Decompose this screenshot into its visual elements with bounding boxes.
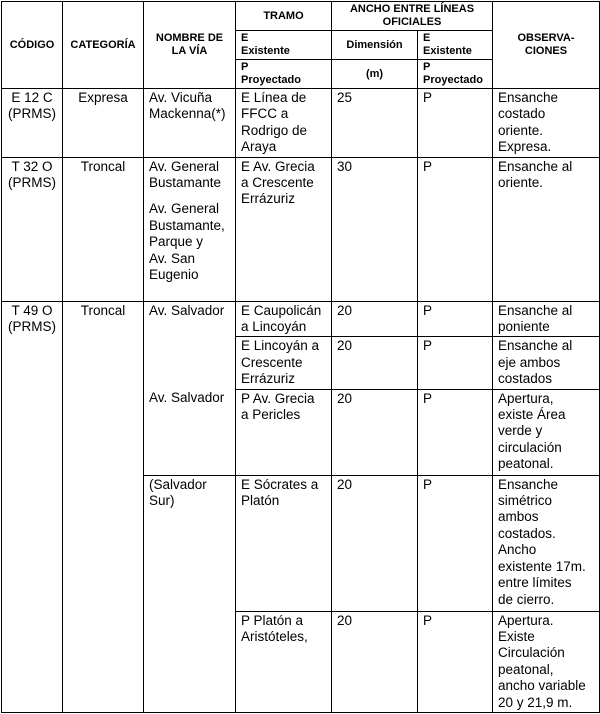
observaciones-cell: Apertura, existe Área verde y circulación peatonal. [493,389,600,475]
observaciones-cell: Apertura. Existe Circulación peatonal, ancho variable 20 y 21,9 m. [493,611,600,712]
dimension-cell: 25 [332,89,418,158]
header-unit: (m) [332,60,418,89]
tramo-cell: E Lincoyán a Crescente Errázuriz [236,337,332,389]
estado-cell: P [418,611,493,712]
nombre-cell: Av. Salvador [144,389,236,475]
header-categoria: CATEGORÍA [63,2,144,89]
nombre-cell: (Salvador Sur) [144,475,236,712]
header-ancho: ANCHO ENTRE LÍNEAS OFICIALES [332,2,493,31]
nombre-cell: Av. Salvador [144,301,236,337]
table-row [2,301,600,337]
codigo-cell: E 12 C (PRMS) [2,89,63,158]
header-nombre: NOMBRE DE LA VÍA [144,2,236,89]
tramo-cell: E Sócrates a Platón [236,475,332,611]
tramo-cell: E Caupolicán a Lincoyán [236,301,332,337]
codigo-cell: T 49 O (PRMS) [2,301,63,712]
table-row [2,157,600,301]
header-estado-existente: E Existente [418,31,493,60]
categoria-cell: Expresa [63,89,144,158]
dimension-cell: 20 [332,301,418,337]
estado-cell: P [418,337,493,389]
dimension-cell: 20 [332,389,418,475]
nombre-cell: Av. Vicuña Mackenna(*) [144,89,236,158]
header-estado-proyectado: P Proyectado [418,60,493,89]
categoria-cell: Troncal [63,301,144,712]
tramo-cell: E Av. Grecia a Crescente Errázuriz [236,157,332,301]
observaciones-cell: Ensanche al oriente. [493,157,600,301]
dimension-cell: 30 [332,157,418,301]
observaciones-cell: Ensanche costado oriente. Expresa. [493,89,600,158]
estado-cell: P [418,389,493,475]
dimension-cell: 20 [332,611,418,712]
header-dimension: Dimensión [332,31,418,60]
header-tramo-existente: E Existente [236,31,332,60]
estado-cell: P [418,89,493,158]
categoria-cell: Troncal [63,157,144,301]
nombre-cell: Av. General Bustamante Av. General Bustamante, Parque y Av. San Eugenio [144,157,236,301]
header-tramo: TRAMO [236,2,332,31]
estado-cell: P [418,475,493,611]
observaciones-cell: Ensanche al poniente [493,301,600,337]
tramo-cell: P Av. Grecia a Pericles [236,389,332,475]
vias-table [1,1,600,713]
header-observaciones: OBSERVA- CIONES [493,2,600,89]
dimension-cell: 20 [332,475,418,611]
table-row [2,89,600,158]
observaciones-cell: Ensanche al eje ambos costados [493,337,600,389]
estado-cell: P [418,157,493,301]
observaciones-cell: Ensanche simétrico ambos costados. Ancho existente 17m. entre límites de cierro. [493,475,600,611]
tramo-cell: P Platón a Aristóteles, [236,611,332,712]
header-codigo: CÓDIGO [2,2,63,89]
dimension-cell: 20 [332,337,418,389]
codigo-cell: T 32 O (PRMS) [2,157,63,301]
tramo-cell: E Línea de FFCC a Rodrigo de Araya [236,89,332,158]
estado-cell: P [418,301,493,337]
header-tramo-proyectado: P Proyectado [236,60,332,89]
nombre-cell-empty [144,337,236,389]
